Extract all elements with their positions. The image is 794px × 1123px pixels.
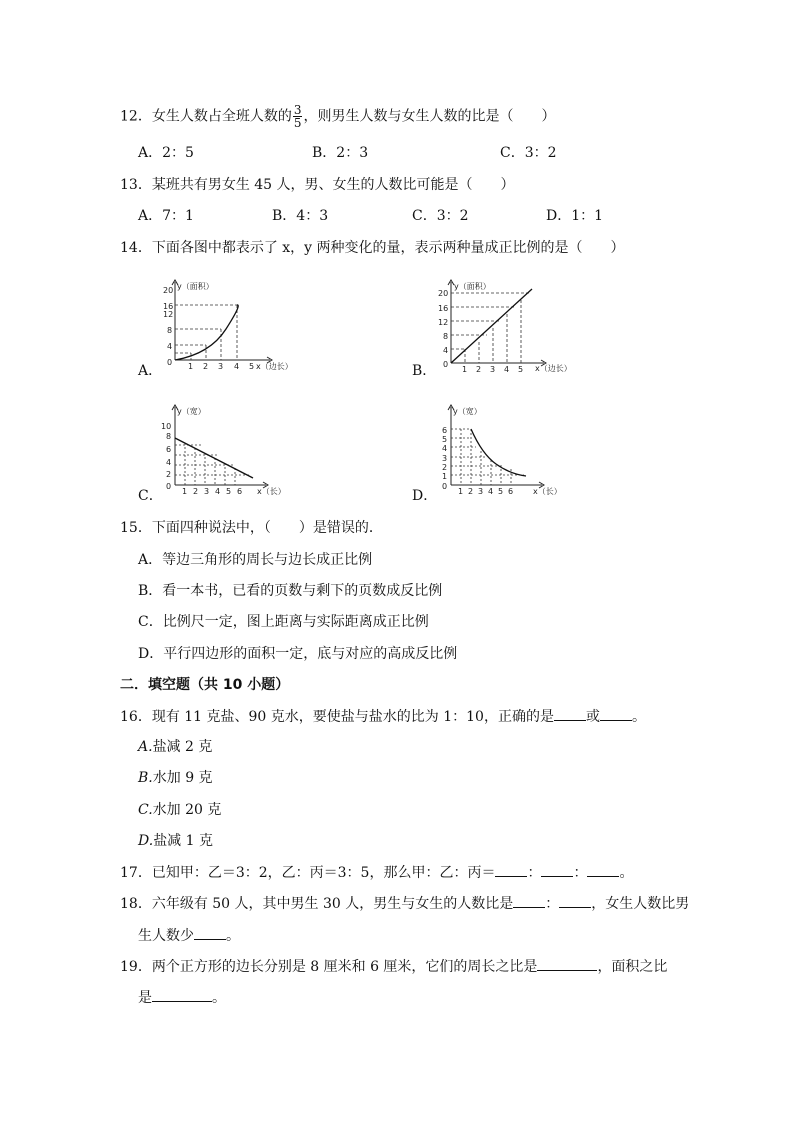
question-18-line2-text: 生人数少 [138, 928, 194, 944]
graph-b-xlabel: x（边长） [535, 364, 572, 373]
answer-blank[interactable] [541, 862, 573, 877]
question-19-end: 。 [212, 990, 226, 1006]
graph-c-ytick: 8 [166, 432, 172, 441]
ratio-separator: ： [545, 896, 560, 912]
graph-a-ytick: 16 [163, 302, 174, 311]
q13-option-b[interactable]: B．4：3 [272, 208, 329, 224]
graph-c-xtick: 1 [182, 487, 188, 496]
answer-blank[interactable] [587, 862, 619, 877]
graph-a-ytick: 12 [163, 310, 174, 319]
graph-d-xtick: 5 [498, 487, 504, 496]
graph-b-ytick: 8 [443, 332, 449, 341]
graph-b-xtick: 4 [504, 365, 510, 374]
question-18 [120, 893, 689, 914]
graph-c[interactable] [158, 402, 293, 497]
graph-d-ytick: 6 [442, 426, 448, 435]
answer-blank[interactable] [495, 862, 527, 877]
graph-c-ytick: 2 [166, 470, 172, 479]
question-18-mid: ，女生人数比男 [591, 896, 690, 912]
question-19 [120, 956, 667, 977]
question-17-end: 。 [619, 865, 634, 881]
q12-option-b[interactable]: B．2：3 [312, 145, 369, 161]
q16-option-c[interactable] [138, 800, 221, 820]
q16-option-b[interactable] [138, 768, 213, 788]
graph-d-ytick: 5 [442, 435, 448, 444]
question-18-line2 [138, 925, 240, 946]
graph-b-ytick: 0 [443, 360, 449, 369]
graph-c-xtick: 2 [193, 487, 199, 496]
graph-d[interactable] [434, 402, 569, 497]
question-18-end: 。 [226, 928, 240, 944]
graph-d-xtick: 4 [488, 487, 494, 496]
option-text: 盐减 1 克 [153, 833, 213, 849]
q15-option-a[interactable]: A．等边三角形的周长与边长成正比例 [138, 552, 373, 568]
q12-option-a[interactable]: A．2：5 [138, 145, 194, 161]
graph-c-ytick: 0 [166, 482, 172, 491]
question-16 [120, 706, 646, 727]
graph-d-xlabel: x（长） [533, 487, 562, 496]
graph-d-curve [471, 429, 526, 476]
graph-c-xtick: 3 [204, 487, 210, 496]
q13-option-a[interactable]: A．7：1 [138, 208, 194, 224]
question-17 [120, 862, 633, 883]
graph-c-ytick: 4 [166, 458, 172, 467]
question-19-text: 19．两个正方形的边长分别是 8 厘米和 6 厘米，它们的周长之比是 [120, 959, 538, 975]
graph-d-ytick: 3 [442, 454, 448, 463]
question-17-text: 17．已知甲：乙＝3：2，乙：丙＝3：5，那么甲：乙：丙＝ [120, 865, 496, 881]
graph-b-xtick: 3 [490, 365, 496, 374]
q15-option-d[interactable]: D．平行四边形的面积一定，底与对应的高成反比例 [138, 646, 458, 662]
graph-c-line [175, 438, 253, 478]
graph-b-ytick: 4 [443, 346, 449, 355]
graph-d-xtick: 3 [478, 487, 484, 496]
answer-blank[interactable] [559, 893, 591, 908]
q16-option-d[interactable] [138, 831, 213, 851]
graph-a-ytick: 20 [163, 286, 174, 295]
question-13: 13．某班共有男女生 45 人，男、女生的人数比可能是（ ） [120, 177, 515, 193]
graph-b-xtick: 1 [462, 365, 468, 374]
graph-a[interactable] [160, 274, 305, 374]
graph-d-xtick: 1 [458, 487, 464, 496]
graph-b-xtick: 2 [476, 365, 482, 374]
ratio-separator: ： [527, 865, 542, 881]
q13-option-d[interactable]: D．1：1 [546, 208, 604, 224]
ratio-separator: ： [573, 865, 588, 881]
graph-c-ytick: 10 [161, 422, 172, 431]
q14-option-a-label[interactable]: A． [138, 363, 163, 379]
graph-a-xlabel: x（边长） [256, 362, 293, 371]
q14-option-c-label[interactable]: C． [138, 488, 163, 504]
graph-b-ylabel: y（面积） [454, 282, 491, 291]
q15-option-b[interactable]: B．看一本书，已看的页数与剩下的页数成反比例 [138, 583, 443, 599]
graph-c-xtick: 5 [226, 487, 232, 496]
option-letter: A. [138, 739, 153, 755]
fraction-denominator: 5 [293, 116, 302, 130]
graph-d-ylabel: y（宽） [453, 407, 482, 416]
option-text: 水加 9 克 [152, 770, 213, 786]
option-text: 盐减 2 克 [152, 739, 213, 755]
question-19-line2-text: 是 [138, 990, 152, 1006]
answer-blank[interactable] [194, 925, 226, 940]
question-19-line2 [138, 987, 226, 1008]
graph-c-ytick: 6 [166, 445, 172, 454]
option-text: 水加 20 克 [152, 802, 222, 818]
answer-blank[interactable] [554, 706, 586, 721]
q13-option-c[interactable]: C．3：2 [412, 208, 469, 224]
graph-b-xtick: 5 [518, 365, 524, 374]
question-12-prefix: 12．女生人数占全班人数的 [120, 108, 292, 125]
graph-b[interactable] [434, 276, 579, 376]
question-18-text: 18．六年级有 50 人，其中男生 30 人，男生与女生的人数比是 [120, 896, 514, 912]
graph-b-ytick: 12 [438, 318, 449, 327]
answer-blank[interactable] [600, 706, 632, 721]
graph-a-xtick: 4 [234, 362, 240, 371]
graph-a-xtick: 3 [218, 362, 224, 371]
option-letter: C. [138, 802, 153, 818]
q14-option-b-label[interactable]: B． [412, 363, 437, 379]
question-16-end: 。 [631, 709, 646, 725]
question-14: 14．下面各图中都表示了 x，y 两种变化的量，表示两种量成正比例的是（ ） [120, 240, 625, 256]
graph-d-ytick: 1 [442, 472, 448, 481]
fraction-numerator: 3 [293, 103, 302, 117]
question-19-mid: ，面积之比 [597, 959, 668, 975]
graph-a-ytick: 0 [167, 358, 173, 367]
graph-a-xtick: 5 [249, 362, 255, 371]
option-letter: D. [138, 833, 154, 849]
question-16-or: 或 [585, 709, 600, 725]
graph-a-xtick: 1 [188, 362, 194, 371]
graph-a-curve [175, 305, 238, 360]
graph-d-xtick: 6 [508, 487, 514, 496]
q14-option-d-label[interactable]: D． [412, 488, 438, 504]
answer-blank[interactable] [513, 893, 545, 908]
answer-blank[interactable] [537, 956, 597, 971]
graph-c-xlabel: x（长） [257, 487, 286, 496]
graph-a-ylabel: y（面积） [177, 282, 214, 291]
graph-d-xtick: 2 [468, 487, 474, 496]
graph-b-line [451, 289, 532, 363]
graph-d-ytick: 4 [442, 444, 448, 453]
option-letter: B. [138, 770, 153, 786]
graph-a-ytick: 4 [167, 342, 173, 351]
graph-b-ytick: 20 [438, 289, 449, 298]
graph-a-xtick: 2 [203, 362, 209, 371]
answer-blank[interactable] [152, 987, 212, 1002]
graph-c-xtick: 6 [237, 487, 243, 496]
question-15: 15．下面四种说法中，（ ）是错误的． [120, 520, 383, 536]
graph-b-ytick: 16 [438, 304, 449, 313]
section-heading: 二．填空题（共 10 小题） [120, 677, 290, 693]
q16-option-a[interactable] [138, 737, 212, 757]
graph-c-ylabel: y（宽） [177, 407, 206, 416]
graph-c-xtick: 4 [215, 487, 221, 496]
question-16-text: 16．现有 11 克盐、90 克水，要使盐与盐水的比为 1：10，正确的是 [120, 709, 554, 725]
graph-d-ytick: 0 [442, 482, 448, 491]
question-12-suffix: ，则男生人数与女生人数的比是（ ） [303, 108, 556, 125]
graph-d-ytick: 2 [442, 463, 448, 472]
question-12 [120, 104, 555, 129]
fraction [293, 104, 303, 129]
q12-option-c[interactable]: C．3：2 [500, 145, 557, 161]
graph-a-ytick: 8 [167, 326, 173, 335]
q15-option-c[interactable]: C．比例尺一定，图上距离与实际距离成正比例 [138, 614, 429, 630]
